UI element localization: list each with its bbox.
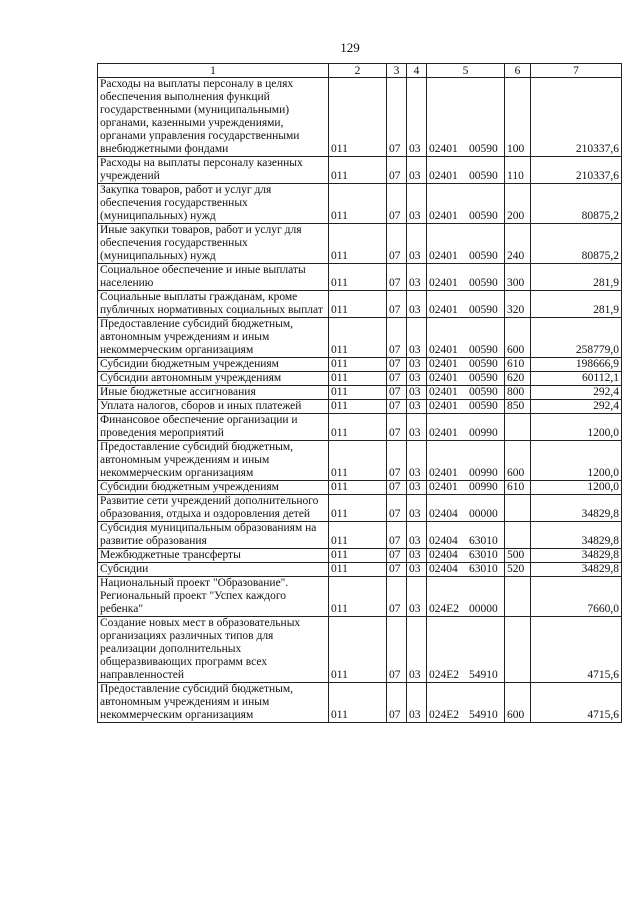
ministry-code: 011	[329, 481, 387, 495]
row-name: Субсидии бюджетным учреждениям	[98, 481, 329, 495]
target-code-part-a: 02401	[429, 400, 458, 412]
ministry-code: 011	[329, 441, 387, 481]
section-code: 07	[387, 577, 407, 617]
target-code-part-a: 02401	[429, 467, 458, 479]
table-row	[98, 358, 622, 372]
amount: 34829,8	[531, 563, 622, 577]
amount: 60112,1	[531, 372, 622, 386]
subsection-code: 03	[407, 372, 427, 386]
row-name: Иные закупки товаров, работ и услуг для обеспечения государственных (муниципальных) нужд	[98, 224, 329, 264]
row-name: Субсидии автономным учреждениям	[98, 372, 329, 386]
subsection-code: 03	[407, 318, 427, 358]
amount: 281,9	[531, 291, 622, 318]
table-row	[98, 372, 622, 386]
target-code-part-a: 02401	[429, 304, 458, 316]
target-article-code	[427, 400, 505, 414]
amount: 198666,9	[531, 358, 622, 372]
target-article-code	[427, 358, 505, 372]
target-article-code	[427, 683, 505, 723]
table-row	[98, 264, 622, 291]
subsection-code: 03	[407, 358, 427, 372]
subsection-code: 03	[407, 157, 427, 184]
expense-type-code: 600	[505, 683, 531, 723]
ministry-code: 011	[329, 264, 387, 291]
section-code: 07	[387, 563, 407, 577]
target-code-part-a: 02401	[429, 210, 458, 222]
target-code-part-b: 63010	[469, 549, 498, 561]
table-row	[98, 563, 622, 577]
amount: 292,4	[531, 386, 622, 400]
amount: 1200,0	[531, 441, 622, 481]
row-name: Предоставление субсидий бюджетным, автономным учреждениям и иным некоммерческим организациям	[98, 318, 329, 358]
target-code-part-a: 02404	[429, 508, 458, 520]
target-code-part-b: 00590	[469, 143, 498, 155]
target-article-code	[427, 441, 505, 481]
row-name: Межбюджетные трансферты	[98, 549, 329, 563]
section-code: 07	[387, 495, 407, 522]
target-code-part-a: 02404	[429, 563, 458, 575]
section-code: 07	[387, 400, 407, 414]
expense-type-code: 600	[505, 441, 531, 481]
target-article-code	[427, 78, 505, 157]
ministry-code: 011	[329, 291, 387, 318]
subsection-code: 03	[407, 264, 427, 291]
target-article-code	[427, 495, 505, 522]
target-article-code	[427, 563, 505, 577]
amount: 1200,0	[531, 481, 622, 495]
row-name: Иные бюджетные ассигнования	[98, 386, 329, 400]
row-name: Субсидии	[98, 563, 329, 577]
target-article-code	[427, 291, 505, 318]
row-name: Социальное обеспечение и иные выплаты населению	[98, 264, 329, 291]
row-name: Создание новых мест в образовательных организациях различных типов для реализации дополнительных общеразвивающих программ всех направленностей	[98, 617, 329, 683]
table-row	[98, 549, 622, 563]
target-code-part-b: 00590	[469, 210, 498, 222]
target-code-part-a: 024E2	[429, 709, 460, 721]
table-row	[98, 386, 622, 400]
amount: 210337,6	[531, 157, 622, 184]
amount: 80875,2	[531, 184, 622, 224]
table-row	[98, 683, 622, 723]
target-article-code	[427, 522, 505, 549]
row-name: Закупка товаров, работ и услуг для обеспечения государственных (муниципальных) нужд	[98, 184, 329, 224]
target-article-code	[427, 386, 505, 400]
target-article-code	[427, 318, 505, 358]
expense-type-code: 610	[505, 481, 531, 495]
section-code: 07	[387, 78, 407, 157]
table-row	[98, 577, 622, 617]
ministry-code: 011	[329, 224, 387, 264]
section-code: 07	[387, 224, 407, 264]
section-code: 07	[387, 291, 407, 318]
target-code-part-a: 02404	[429, 549, 458, 561]
target-code-part-b: 00000	[469, 508, 498, 520]
expense-type-code	[505, 577, 531, 617]
table-row	[98, 441, 622, 481]
table-row	[98, 495, 622, 522]
target-article-code	[427, 264, 505, 291]
subsection-code: 03	[407, 495, 427, 522]
target-code-part-a: 024E2	[429, 603, 460, 615]
table-row	[98, 522, 622, 549]
target-code-part-a: 02401	[429, 372, 458, 384]
section-code: 07	[387, 617, 407, 683]
subsection-code: 03	[407, 577, 427, 617]
table-row	[98, 400, 622, 414]
row-name: Субсидии бюджетным учреждениям	[98, 358, 329, 372]
target-article-code	[427, 372, 505, 386]
section-code: 07	[387, 441, 407, 481]
expense-type-code: 110	[505, 157, 531, 184]
expense-type-code	[505, 617, 531, 683]
target-code-part-a: 02401	[429, 143, 458, 155]
target-code-part-b: 00590	[469, 400, 498, 412]
budget-table	[97, 63, 622, 723]
ministry-code: 011	[329, 617, 387, 683]
ministry-code: 011	[329, 522, 387, 549]
subsection-code: 03	[407, 400, 427, 414]
ministry-code: 011	[329, 358, 387, 372]
table-row	[98, 157, 622, 184]
amount: 34829,8	[531, 522, 622, 549]
table-row	[98, 291, 622, 318]
expense-type-code	[505, 414, 531, 441]
page-number: 129	[340, 40, 360, 55]
subsection-code: 03	[407, 563, 427, 577]
amount: 80875,2	[531, 224, 622, 264]
section-code: 07	[387, 184, 407, 224]
table-row	[98, 481, 622, 495]
target-code-part-a: 024E2	[429, 669, 460, 681]
amount: 7660,0	[531, 577, 622, 617]
subsection-code: 03	[407, 683, 427, 723]
table-header	[98, 64, 622, 78]
subsection-code: 03	[407, 549, 427, 563]
expense-type-code: 610	[505, 358, 531, 372]
ministry-code: 011	[329, 318, 387, 358]
row-name: Субсидия муниципальным образованиям на развитие образования	[98, 522, 329, 549]
amount: 4715,6	[531, 683, 622, 723]
row-name: Уплата налогов, сборов и иных платежей	[98, 400, 329, 414]
column-header: 1	[98, 64, 329, 78]
row-name: Предоставление субсидий бюджетным, автономным учреждениям и иным некоммерческим организациям	[98, 441, 329, 481]
amount: 4715,6	[531, 617, 622, 683]
target-code-part-a: 02401	[429, 344, 458, 356]
expense-type-code: 620	[505, 372, 531, 386]
row-name: Расходы на выплаты персоналу казенных учреждений	[98, 157, 329, 184]
section-code: 07	[387, 372, 407, 386]
expense-type-code: 520	[505, 563, 531, 577]
target-article-code	[427, 184, 505, 224]
target-code-part-b: 00590	[469, 386, 498, 398]
target-article-code	[427, 577, 505, 617]
expense-type-code	[505, 522, 531, 549]
section-code: 07	[387, 318, 407, 358]
target-article-code	[427, 617, 505, 683]
section-code: 07	[387, 358, 407, 372]
column-header: 4	[407, 64, 427, 78]
section-code: 07	[387, 522, 407, 549]
ministry-code: 011	[329, 414, 387, 441]
row-name: Расходы на выплаты персоналу в целях обеспечения выполнения функций государственными (муниципальными) органами, казенными учреждениями, органами управления государственными внебюджетными фондами	[98, 78, 329, 157]
column-header: 3	[387, 64, 407, 78]
subsection-code: 03	[407, 414, 427, 441]
expense-type-code	[505, 495, 531, 522]
target-code-part-a: 02401	[429, 481, 458, 493]
row-name: Развитие сети учреждений дополнительного образования, отдыха и оздоровления детей	[98, 495, 329, 522]
target-code-part-a: 02401	[429, 386, 458, 398]
target-code-part-b: 00590	[469, 304, 498, 316]
amount: 292,4	[531, 400, 622, 414]
subsection-code: 03	[407, 522, 427, 549]
expense-type-code: 500	[505, 549, 531, 563]
amount: 1200,0	[531, 414, 622, 441]
target-code-part-b: 00990	[469, 467, 498, 479]
target-code-part-a: 02404	[429, 535, 458, 547]
target-code-part-b: 00590	[469, 250, 498, 262]
subsection-code: 03	[407, 386, 427, 400]
subsection-code: 03	[407, 78, 427, 157]
amount: 210337,6	[531, 78, 622, 157]
target-code-part-b: 00000	[469, 603, 498, 615]
expense-type-code: 320	[505, 291, 531, 318]
target-code-part-a: 02401	[429, 277, 458, 289]
section-code: 07	[387, 157, 407, 184]
header-row	[98, 64, 622, 78]
target-code-part-b: 00590	[469, 277, 498, 289]
table-row	[98, 184, 622, 224]
table-row	[98, 78, 622, 157]
amount: 281,9	[531, 264, 622, 291]
ministry-code: 011	[329, 184, 387, 224]
section-code: 07	[387, 386, 407, 400]
row-name: Предоставление субсидий бюджетным, автономным учреждениям и иным некоммерческим организациям	[98, 683, 329, 723]
section-code: 07	[387, 414, 407, 441]
ministry-code: 011	[329, 372, 387, 386]
target-article-code	[427, 224, 505, 264]
column-header: 2	[329, 64, 387, 78]
target-code-part-b: 00590	[469, 358, 498, 370]
ministry-code: 011	[329, 563, 387, 577]
ministry-code: 011	[329, 386, 387, 400]
subsection-code: 03	[407, 224, 427, 264]
target-code-part-b: 00590	[469, 372, 498, 384]
ministry-code: 011	[329, 577, 387, 617]
target-code-part-b: 54910	[469, 709, 498, 721]
target-code-part-b: 63010	[469, 563, 498, 575]
expense-type-code: 600	[505, 318, 531, 358]
target-code-part-b: 00590	[469, 344, 498, 356]
column-header: 6	[505, 64, 531, 78]
target-article-code	[427, 157, 505, 184]
target-article-code	[427, 481, 505, 495]
ministry-code: 011	[329, 549, 387, 563]
ministry-code: 011	[329, 495, 387, 522]
column-header: 5	[427, 64, 505, 78]
expense-type-code: 240	[505, 224, 531, 264]
table-row	[98, 224, 622, 264]
amount: 34829,8	[531, 549, 622, 563]
table-body	[98, 78, 622, 723]
expense-type-code: 200	[505, 184, 531, 224]
section-code: 07	[387, 264, 407, 291]
table-row	[98, 617, 622, 683]
row-name: Финансовое обеспечение организации и проведения мероприятий	[98, 414, 329, 441]
subsection-code: 03	[407, 291, 427, 318]
target-code-part-b: 00590	[469, 170, 498, 182]
expense-type-code: 850	[505, 400, 531, 414]
subsection-code: 03	[407, 617, 427, 683]
table-row	[98, 414, 622, 441]
ministry-code: 011	[329, 78, 387, 157]
target-code-part-a: 02401	[429, 250, 458, 262]
row-name: Национальный проект "Образование". Региональный проект "Успех каждого ребенка"	[98, 577, 329, 617]
subsection-code: 03	[407, 184, 427, 224]
amount: 258779,0	[531, 318, 622, 358]
subsection-code: 03	[407, 441, 427, 481]
target-code-part-b: 00990	[469, 427, 498, 439]
section-code: 07	[387, 481, 407, 495]
amount: 34829,8	[531, 495, 622, 522]
target-code-part-b: 54910	[469, 669, 498, 681]
section-code: 07	[387, 549, 407, 563]
row-name: Социальные выплаты гражданам, кроме публичных нормативных социальных выплат	[98, 291, 329, 318]
section-code: 07	[387, 683, 407, 723]
expense-type-code: 100	[505, 78, 531, 157]
expense-type-code: 800	[505, 386, 531, 400]
ministry-code: 011	[329, 157, 387, 184]
expense-type-code: 300	[505, 264, 531, 291]
target-code-part-b: 63010	[469, 535, 498, 547]
column-header: 7	[531, 64, 622, 78]
target-article-code	[427, 414, 505, 441]
target-code-part-a: 02401	[429, 358, 458, 370]
ministry-code: 011	[329, 683, 387, 723]
target-code-part-a: 02401	[429, 170, 458, 182]
target-code-part-b: 00990	[469, 481, 498, 493]
target-article-code	[427, 549, 505, 563]
table-row	[98, 318, 622, 358]
subsection-code: 03	[407, 481, 427, 495]
target-code-part-a: 02401	[429, 427, 458, 439]
ministry-code: 011	[329, 400, 387, 414]
